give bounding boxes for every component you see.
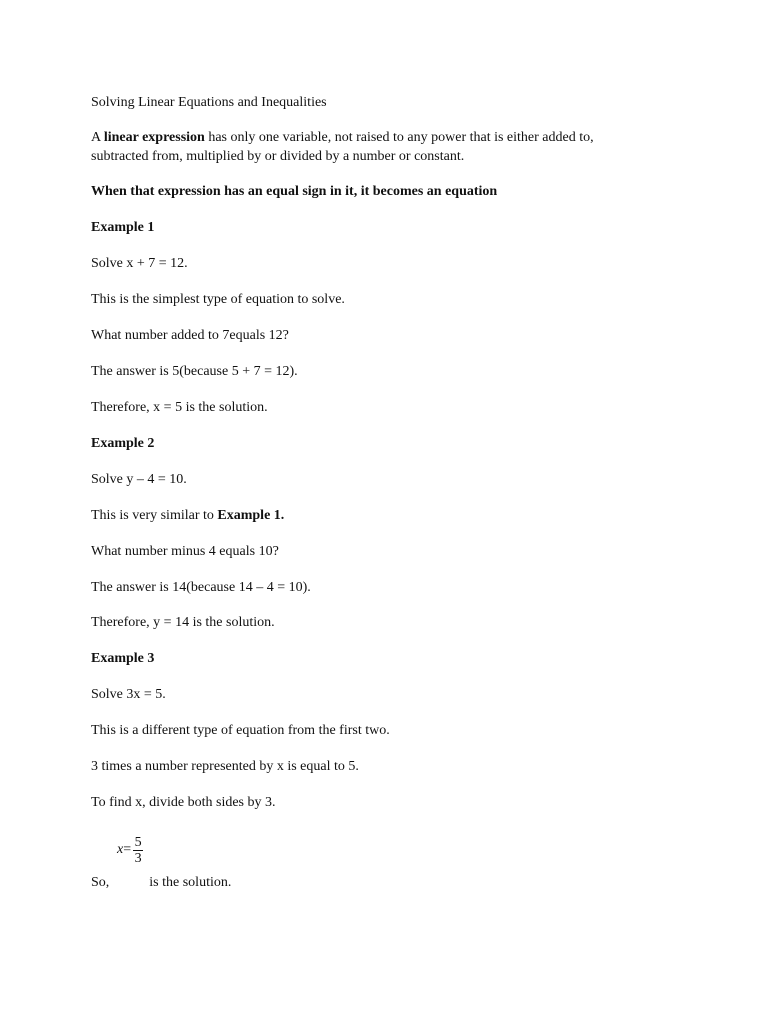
example3-line: This is a different type of equation from the first two. bbox=[91, 723, 390, 738]
fraction-numerator: 5 bbox=[134, 834, 142, 850]
example3-line: To find x, divide both sides by 3. bbox=[91, 795, 276, 810]
example2-similar bbox=[91, 508, 284, 524]
fraction-variable: x bbox=[117, 842, 124, 857]
example3-line: 3 times a number represented by x is equal to 5. bbox=[91, 759, 359, 774]
example1-line: Solve x + 7 = 12. bbox=[91, 256, 188, 271]
example1-line: What number added to 7equals 12? bbox=[91, 328, 289, 343]
document-title: Solving Linear Equations and Inequalities bbox=[91, 95, 327, 110]
example1-heading: Example 1 bbox=[91, 220, 155, 235]
example2-line: What number minus 4 equals 10? bbox=[91, 544, 279, 559]
intro-prefix: A bbox=[91, 130, 104, 145]
example1-line: The answer is 5(because 5 + 7 = 12). bbox=[91, 364, 298, 379]
fraction-equals: = bbox=[123, 842, 132, 857]
fraction bbox=[133, 835, 143, 866]
equation-note: When that expression has an equal sign in it, it becomes an equation bbox=[91, 184, 498, 199]
example3-conclusion bbox=[91, 875, 231, 891]
fraction-denominator: 3 bbox=[134, 850, 142, 866]
example1-line: Therefore, x = 5 is the solution. bbox=[91, 400, 268, 415]
intro-line-1 bbox=[91, 130, 594, 146]
example2-heading: Example 2 bbox=[91, 436, 155, 451]
intro-suffix: has only one variable, not raised to any power that is either added to, bbox=[204, 130, 594, 145]
linear-expression-term: linear expression bbox=[103, 130, 205, 145]
example2-line: Therefore, y = 14 is the solution. bbox=[91, 615, 275, 630]
example2-line: The answer is 14(because 14 – 4 = 10). bbox=[91, 580, 311, 595]
example3-line: Solve 3x = 5. bbox=[91, 687, 166, 702]
example2-similar-ref: Example 1. bbox=[217, 508, 285, 523]
fraction-equation bbox=[117, 830, 143, 870]
intro-line-2: subtracted from, multiplied by or divided by a number or constant. bbox=[91, 149, 465, 164]
conclusion-suffix: is the solution. bbox=[149, 875, 232, 890]
example2-solve: Solve y – 4 = 10. bbox=[91, 472, 187, 487]
example1-line: This is the simplest type of equation to solve. bbox=[91, 292, 345, 307]
example2-similar-prefix: This is very similar to bbox=[91, 508, 218, 523]
example3-heading: Example 3 bbox=[91, 651, 155, 666]
conclusion-prefix: So, bbox=[91, 875, 110, 890]
